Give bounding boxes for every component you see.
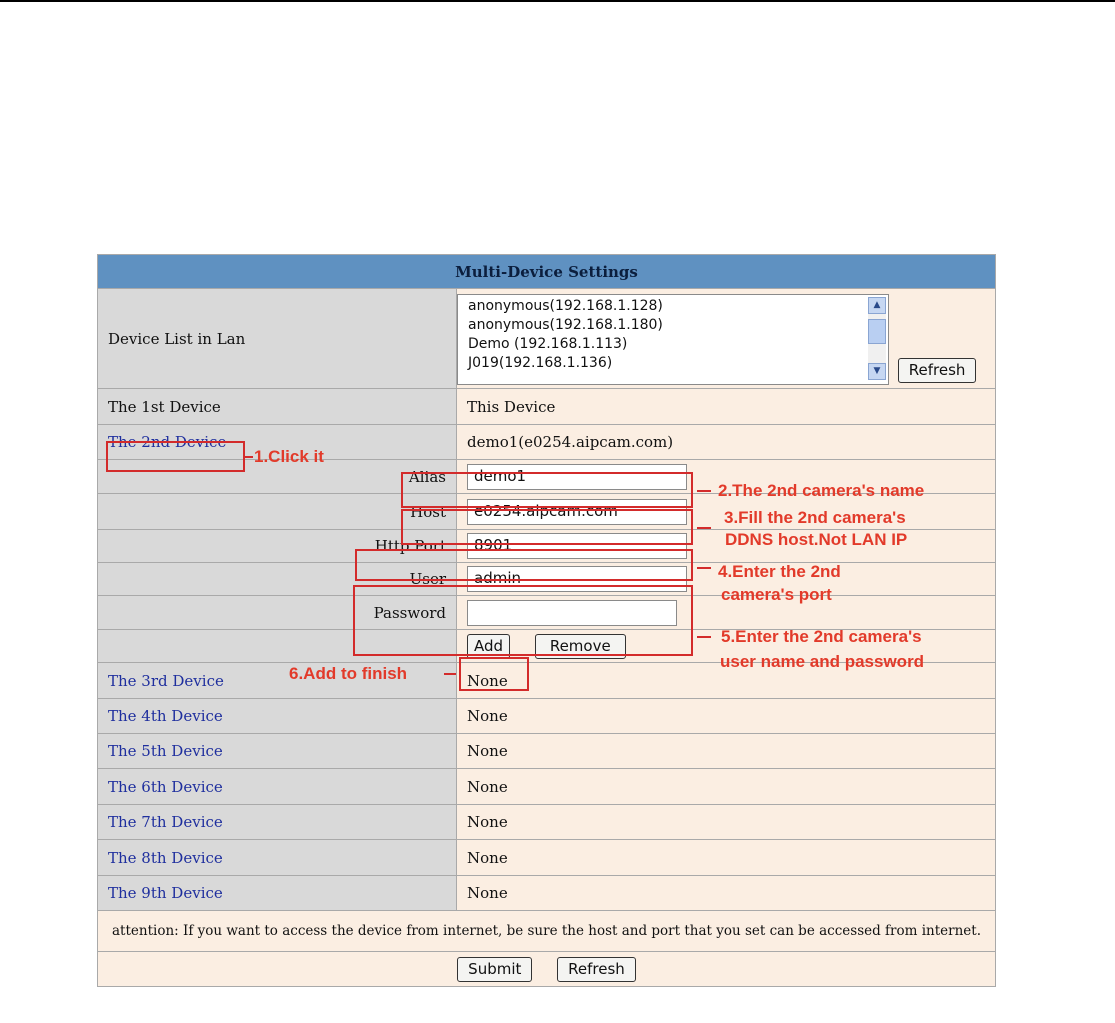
list-item[interactable]: J019(192.168.1.136) [468,355,613,371]
device-row-5 [98,734,996,769]
host-label: Host [98,494,457,530]
device-5-link[interactable]: The 5th Device [98,734,457,769]
scroll-up-icon[interactable]: ▲ [868,297,886,314]
annotation-6: 6.Add to finish [289,664,408,683]
alias-label: Alias [98,460,457,494]
remove-button[interactable]: Remove [535,634,626,659]
password-label: Password [98,596,457,630]
device-6-link[interactable]: The 6th Device [98,769,457,805]
device-row-9 [98,876,996,911]
device-list-row [98,289,996,389]
attention-row [98,911,996,952]
annotation-3-line2: DDNS host.Not LAN IP [725,530,908,549]
device-4-link[interactable]: The 4th Device [98,699,457,734]
device-9-link[interactable]: The 9th Device [98,876,457,911]
device-7-link[interactable]: The 7th Device [98,805,457,840]
annotation-3-line1: 3.Fill the 2nd camera's [724,508,906,527]
annotation-5-line1: 5.Enter the 2nd camera's [721,627,922,646]
annotation-1: 1.Click it [254,447,324,466]
highlight-credentials [353,585,693,656]
device-3-link[interactable]: The 3rd Device [98,663,457,699]
highlight-add-button [459,657,529,691]
highlight-alias [401,472,693,508]
device-2-link[interactable]: The 2nd Device [108,433,227,451]
device-5-value: None [457,734,996,769]
device-3-value: None [457,663,996,699]
annotation-2: 2.The 2nd camera's name [718,481,925,500]
port-input[interactable]: 8901 [467,533,687,559]
device-1-label: The 1st Device [98,389,457,425]
table-header [98,255,996,289]
device-row-1 [98,389,996,425]
host-input[interactable]: e0254.aipcam.com [467,499,687,525]
device-row-7 [98,805,996,840]
highlight-host [401,509,693,545]
highlight-2nd-device [106,441,245,472]
device-8-link[interactable]: The 8th Device [98,840,457,876]
user-label: User [98,563,457,596]
top-rule [0,0,1115,2]
user-input[interactable]: admin [467,566,687,592]
alias-input[interactable]: demo1 [467,464,687,490]
panel-title: Multi-Device Settings [98,255,996,289]
scroll-down-icon[interactable]: ▼ [868,363,886,380]
list-scrollbar[interactable] [868,297,886,380]
list-item[interactable]: Demo (192.168.1.113) [468,336,628,352]
list-item[interactable]: anonymous(192.168.1.180) [468,317,663,333]
scroll-thumb[interactable] [868,319,886,344]
submit-button[interactable]: Submit [457,957,532,982]
device-row-6 [98,769,996,805]
device-2-value: demo1(e0254.aipcam.com) [457,425,996,460]
highlight-port [355,549,693,581]
annotation-4-line1: 4.Enter the 2nd [718,562,841,581]
port-label: Http Port [98,530,457,563]
attention-text: attention: If you want to access the device from internet, be sure the host and port that you set can be accessed from internet. [98,911,996,952]
device-list-refresh-button[interactable]: Refresh [898,358,977,383]
list-item[interactable]: anonymous(192.168.1.128) [468,298,663,314]
device-list-label: Device List in Lan [98,289,457,389]
annotation-4-line2: camera's port [721,585,832,604]
device-row-4 [98,699,996,734]
device-row-8 [98,840,996,876]
annotation-5-line2: user name and password [720,652,925,671]
refresh-button[interactable]: Refresh [557,957,636,982]
device-7-value: None [457,805,996,840]
submit-row [98,952,996,987]
device-6-value: None [457,769,996,805]
device-9-value: None [457,876,996,911]
device-4-value: None [457,699,996,734]
device-1-value: This Device [457,389,996,425]
device-list-select[interactable] [457,294,889,385]
add-button[interactable]: Add [467,634,510,659]
device-8-value: None [457,840,996,876]
